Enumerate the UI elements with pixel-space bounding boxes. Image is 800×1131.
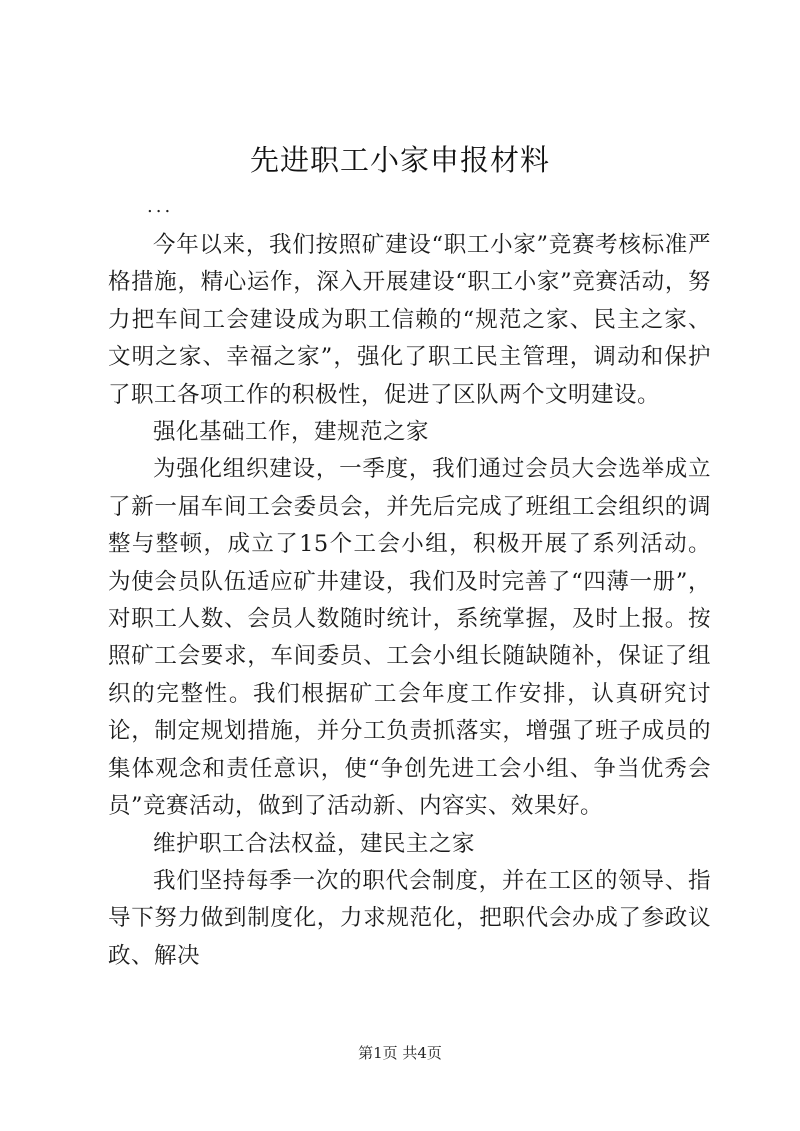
section-heading-standard-home: 强化基础工作，建规范之家	[153, 419, 430, 446]
page-number-footer: 第1页 共4页	[358, 1044, 442, 1062]
document-title: 先进职工小家申报材料	[249, 143, 550, 177]
intro-paragraph: 今年以来，我们按照矿建设“职工小家”竞赛考核标准严格措施，精心运作，深入开展建设“职工小家”竞赛活动，努力把车间工会建设成为职工信赖的“规范之家、民主之家、文明之家、幸福之家”，强化了职工民主管理，调动和保护了职工各项工作的积极性，促进了区队两个文明建设。	[108, 232, 711, 408]
document-body	[108, 227, 711, 975]
ellipsis-marker: ...	[147, 196, 174, 217]
democratic-home-paragraph: 我们坚持每季一次的职代会制度，并在工区的领导、指导下努力做到制度化，力求规范化，把职代会办成了参政议政、解决	[108, 867, 711, 969]
standard-home-paragraph: 为强化组织建设，一季度，我们通过会员大会选举成立了新一届车间工会委员会，并先后完成了班组工会组织的调整与整顿，成立了15个工会小组，积极开展了系列活动。为使会员队伍适应矿井建设，我们及时完善了“四薄一册”，对职工人数、会员人数随时统计，系统掌握，及时上报。按照矿工会要求，车间委员、工会小组长随缺随补，保证了组织的完整性。我们根据矿工会年度工作安排，认真研究讨论，制定规划措施，并分工负责抓落实，增强了班子成员的集体观念和责任意识，使“争创先进工会小组、争当优秀会员”竞赛活动，做到了活动新、内容实、效果好。	[108, 456, 711, 820]
section-heading-democratic-home: 维护职工合法权益，建民主之家	[153, 830, 476, 857]
